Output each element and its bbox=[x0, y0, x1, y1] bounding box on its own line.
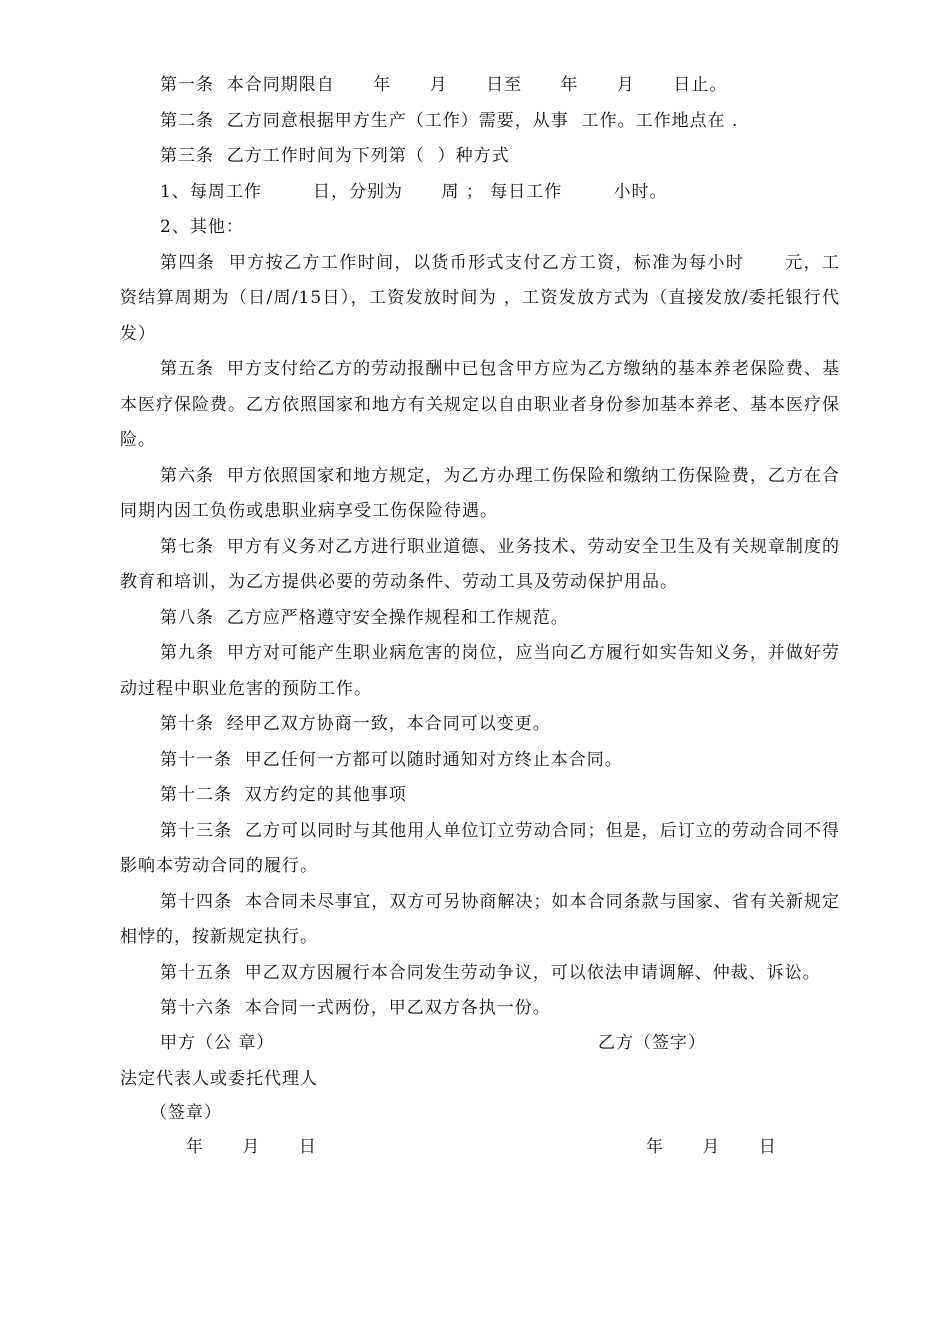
clause-2: 第二条 乙方同意根据甲方生产（工作）需要，从事 工作。工作地点在 . bbox=[160, 110, 739, 131]
clause-7: 第七条 甲方有义务对乙方进行职业道德、业务技术、劳动安全卫生及有关规章制度的教育和培训，为乙方提供必要的劳动条件、劳动工具及劳动保护用品。 bbox=[120, 536, 840, 592]
clause-5: 第五条 甲方支付给乙方的劳动报酬中已包含甲方应为乙方缴纳的基本养老保险费、基本医疗保险费。乙方依照国家和地方有关规定以自由职业者身份参加基本养老、基本医疗保险。 bbox=[120, 359, 840, 450]
clause-11: 第十一条 甲乙任何一方都可以随时通知对方终止本合同。 bbox=[160, 749, 623, 770]
clause-3: 第三条 乙方工作时间为下列第（ ）种方式 bbox=[160, 146, 510, 166]
representative-label: 法定代表人或委托代理人 bbox=[120, 1069, 318, 1089]
clause-6: 第六条 甲方依照国家和地方规定，为乙方办理工伤保险和缴纳工伤保险费，乙方在合同期内因工负伤或患职业病享受工伤保险待遇。 bbox=[120, 465, 840, 521]
clause-12: 第十二条 双方约定的其他事项 bbox=[160, 785, 407, 805]
representative-seal-label: （签章） bbox=[150, 1103, 222, 1123]
clause-3-option-2: 2、其他： bbox=[160, 217, 244, 237]
clause-15: 第十五条 甲乙双方因履行本合同发生劳动争议，可以依法申请调解、仲裁、诉讼。 bbox=[160, 962, 821, 983]
party-b-signature-label: 乙方（签字） bbox=[598, 1033, 706, 1053]
party-a-date: 年 月 日 bbox=[186, 1137, 317, 1157]
clause-14: 第十四条 本合同未尽事宜，双方可另协商解决；如本合同条款与国家、省有关新规定相悖的，按新规定执行。 bbox=[120, 891, 840, 947]
clause-1: 第一条 本合同期限自 年 月 日至 年 月 日止。 bbox=[160, 75, 728, 95]
clause-13: 第十三条 乙方可以同时与其他用人单位订立劳动合同；但是，后订立的劳动合同不得影响本劳动合同的履行。 bbox=[120, 820, 840, 876]
contract-clauses bbox=[120, 68, 840, 1027]
clause-9: 第九条 甲方对可能产生职业病危害的岗位，应当向乙方履行如实告知义务，并做好劳动过程中职业危害的预防工作。 bbox=[120, 643, 840, 699]
clause-4: 第四条 甲方按乙方工作时间，以货币形式支付乙方工资，标准为每小时 元，工资结算周期为（日/周/15日），工资发放时间为 ，工资发放方式为（直接发放/委托银行代发） bbox=[120, 252, 840, 344]
party-a-seal-label: 甲方（公 章） bbox=[160, 1033, 275, 1053]
clause-8: 第八条 乙方应严格遵守安全操作规程和工作规范。 bbox=[160, 607, 569, 628]
party-b-date: 年 月 日 bbox=[646, 1137, 777, 1157]
clause-10: 第十条 经甲乙双方协商一致，本合同可以变更。 bbox=[160, 714, 551, 734]
clause-3-option-1: 1、每周工作 日，分别为 周 ； 每日工作 小时。 bbox=[160, 181, 668, 202]
clause-16: 第十六条 本合同一式两份，甲乙双方各执一份。 bbox=[160, 998, 551, 1018]
